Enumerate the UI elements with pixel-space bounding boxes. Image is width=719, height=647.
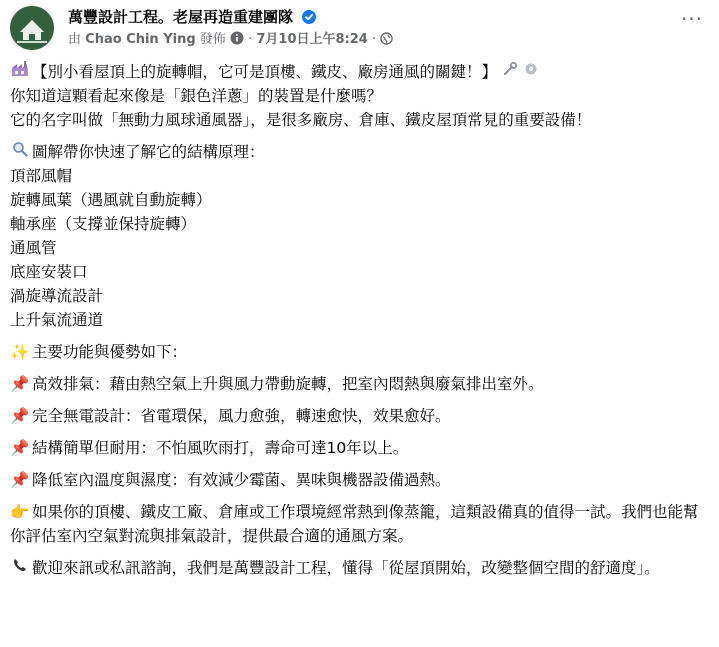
pushpin-icon: 📌 — [10, 471, 30, 489]
magnifier-icon — [10, 140, 30, 164]
structure-item: 旋轉風葉（遇風就自動旋轉） — [10, 191, 212, 209]
info-icon[interactable] — [230, 31, 244, 45]
structure-item: 上升氣流通道 — [10, 311, 104, 329]
feature-text: 結構簡單但耐用：不怕風吹雨打，壽命可達10年以上。 — [32, 439, 409, 457]
structure-item: 通風管 — [10, 239, 57, 257]
structure-heading: 圖解帶你快速了解它的結構原理： — [32, 143, 265, 161]
feature-text: 降低室內溫度與濕度：有效減少霉菌、異味與機器設備過熱。 — [32, 471, 451, 489]
feature-text: 高效排氣：藉由熱空氣上升與風力帶動旋轉，把室內悶熱與廢氣排出室外。 — [32, 375, 544, 393]
post-meta — [68, 28, 393, 47]
feature-item — [10, 468, 713, 492]
published-label: 發佈 — [199, 32, 226, 47]
wrench-icon — [502, 63, 523, 81]
author-link[interactable]: Chao Chin Ying — [85, 32, 196, 47]
suggestion-paragraph — [10, 500, 713, 548]
page-avatar[interactable] — [10, 6, 54, 50]
meta-dot-2: · — [372, 32, 377, 47]
pushpin-icon: 📌 — [10, 407, 30, 425]
intro-line-1: 你知道這顆看起來像是「銀色洋蔥」的裝置是什麼嗎？ — [10, 87, 383, 105]
phone-icon — [10, 556, 30, 580]
contact-paragraph — [10, 556, 713, 580]
by-prefix: 由 — [68, 32, 82, 47]
page-name[interactable] — [68, 6, 316, 27]
post-date[interactable]: 7月10日上午8:24 — [256, 32, 368, 47]
page-name-text[interactable]: 萬豐設計工程。老屋再造重建團隊 — [68, 8, 294, 26]
globe-icon[interactable] — [380, 32, 393, 45]
features-heading-line — [10, 340, 713, 364]
structure-heading-line — [10, 140, 713, 164]
factory-icon — [10, 60, 30, 84]
sparkles-icon: ✨ — [10, 343, 30, 361]
post-title-line — [10, 60, 713, 84]
pushpin-icon: 📌 — [10, 375, 30, 393]
verified-badge-icon — [302, 10, 316, 24]
gear-icon — [523, 63, 539, 81]
post-title: 【別小看屋頂上的旋轉帽，它可是頂樓、鐵皮、廠房通風的關鍵！】 — [32, 63, 498, 81]
meta-dot: · — [248, 32, 253, 47]
intro-line-2: 它的名字叫做「無動力風球通風器」，是很多廠房、倉庫、鐵皮屋頂常見的重要設備！ — [10, 111, 592, 129]
structure-item: 渦旋導流設計 — [10, 287, 104, 305]
feature-item — [10, 372, 713, 396]
post-body — [10, 60, 713, 580]
suggestion-text: 如果你的頂樓、鐵皮工廠、倉庫或工作環境經常熱到像蒸籠，這類設備真的值得一試。我們也能幫你評估室內空氣對流與排氣設計，提供最合適的通風方案。 — [10, 503, 699, 545]
structure-item: 軸承座（支撐並保持旋轉） — [10, 215, 197, 233]
feature-text: 完全無電設計：省電環保，風力愈強，轉速愈快，效果愈好。 — [32, 407, 451, 425]
contact-text: 歡迎來訊或私訊諮詢，我們是萬豐設計工程，懂得「從屋頂開始，改變整個空間的舒適度」。 — [32, 559, 660, 577]
pushpin-icon: 📌 — [10, 439, 30, 457]
structure-item: 底座安裝口 — [10, 263, 88, 281]
more-options-button[interactable]: ··· — [680, 7, 704, 31]
features-heading: 主要功能與優勢如下： — [32, 343, 188, 361]
feature-item — [10, 404, 713, 428]
feature-item — [10, 436, 713, 460]
structure-item: 頂部風帽 — [10, 167, 73, 185]
post-header — [10, 6, 709, 54]
pointing-hand-icon: 👉 — [10, 503, 30, 521]
